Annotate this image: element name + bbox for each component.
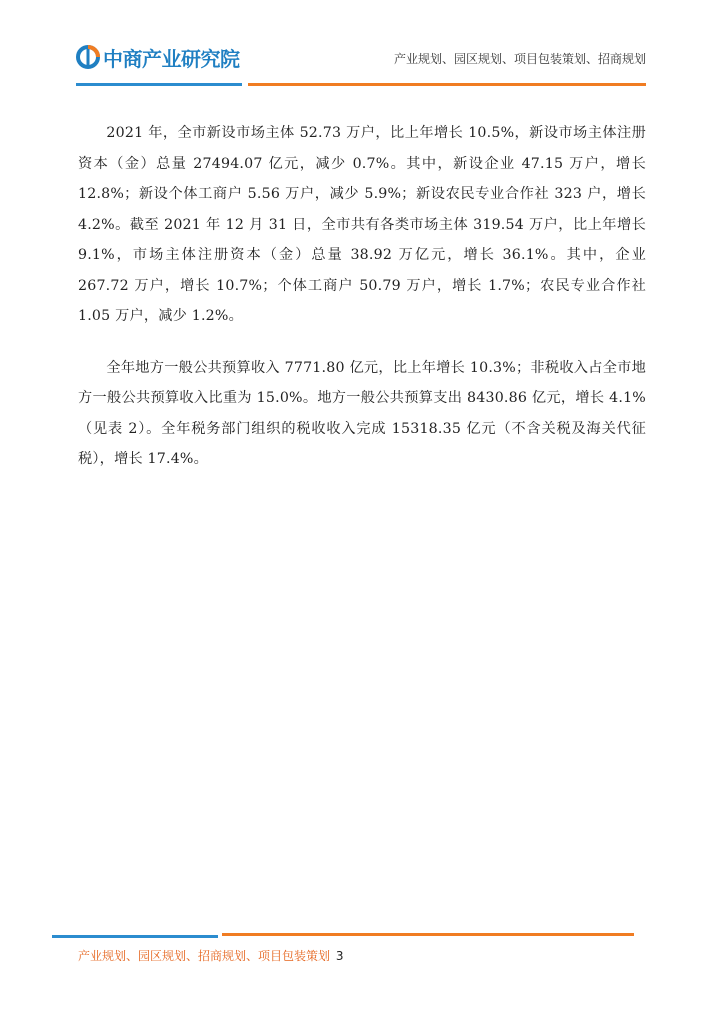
paragraph-market-entities: 2021 年，全市新设市场主体 52.73 万户，比上年增长 10.5%，新设市场主体注册资本（金）总量 27494.07 亿元，减少 0.7%。其中，新设企业 47.15 万户，增长 12.8%；新设个体工商户 5.56 万户，减少 5.9%；新设农民专业合作社 323 户，增长 4.2%。截至 2021 年 12 月 31 日，全市共有各类市场主体 319.54 万户，比上年增长 9.1%，市场主体注册资本（金）总量 38.92 万亿元，增长 36.1%。其中，企业 267.72 万户，增长 10.7%；个体工商户 50.79 万户，增长 1.7%；农民专业合作社 1.05 万户，减少 1.2%。 — [78, 125, 646, 324]
logo-icon — [76, 45, 100, 69]
header-tagline: 产业规划、园区规划、项目包装策划、招商规划 — [393, 52, 646, 66]
document-body — [78, 118, 646, 496]
footer-rule-orange — [222, 933, 634, 936]
company-logo[interactable] — [76, 40, 240, 74]
header-rule-blue — [76, 83, 242, 86]
page-number: 3 — [335, 949, 344, 963]
footer-text — [78, 947, 343, 964]
logo-text: 中商产业研究院 — [103, 46, 240, 71]
footer-tagline: 产业规划、园区规划、招商规划、项目包装策划 — [78, 949, 331, 963]
page-footer — [0, 925, 724, 985]
paragraph-fiscal-budget: 全年地方一般公共预算收入 7771.80 亿元，比上年增长 10.3%；非税收入占全市地方一般公共预算收入比重为 15.0%。地方一般公共预算支出 8430.86 亿元，增长 4.1%（见表 2）。全年税务部门组织的税收收入完成 15318.35 亿元（不含关税及海关代征税），增长 17.4%。 — [78, 359, 646, 467]
page-header — [0, 0, 724, 90]
header-rule-orange — [248, 83, 646, 86]
footer-rule-blue — [52, 935, 218, 938]
